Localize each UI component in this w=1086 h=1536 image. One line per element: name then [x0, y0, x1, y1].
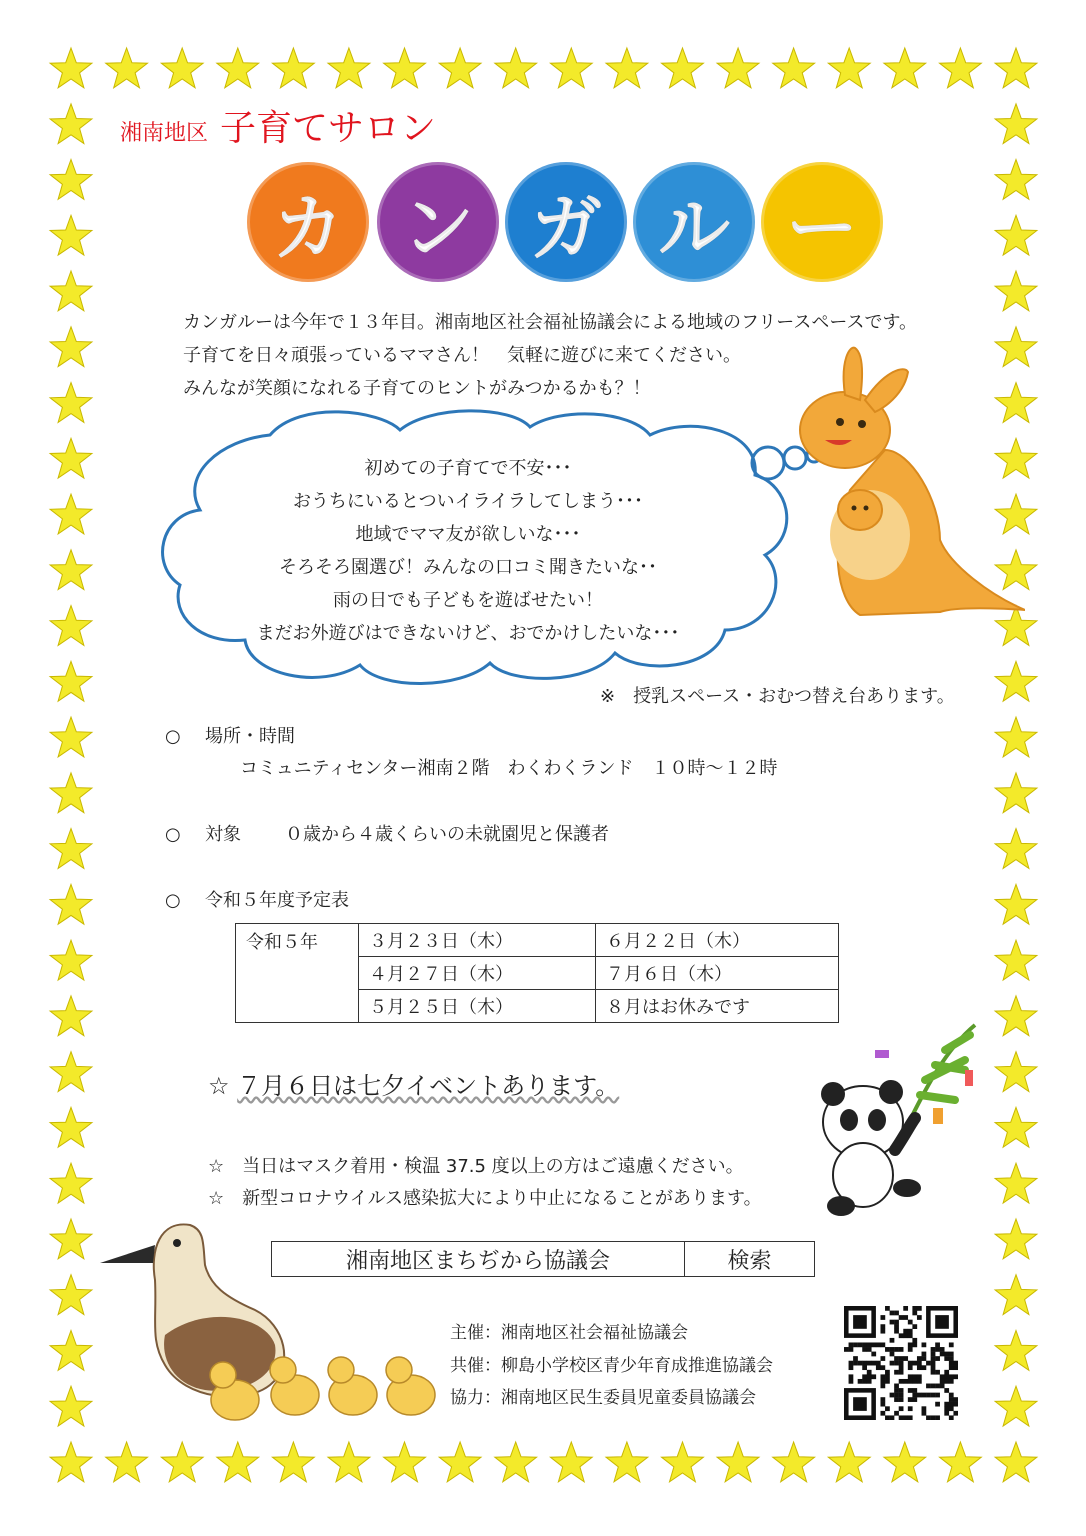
star-icon [50, 1219, 92, 1259]
star-icon [50, 773, 92, 813]
worry-line: 雨の日でも子どもを遊ばせたい！ [333, 590, 603, 611]
schedule-section [165, 886, 349, 912]
schedule-label: 令和５年度予定表 [205, 890, 349, 911]
star-icon [773, 48, 815, 88]
star-icon [161, 1442, 203, 1482]
table-cell: ６月２２日（木） [596, 924, 839, 957]
star-icon [995, 104, 1037, 144]
salon-name: 子育てサロン [220, 108, 437, 149]
star-icon [50, 1163, 92, 1203]
star-icon [995, 940, 1037, 980]
star-icon [50, 271, 92, 311]
event-text: ７月６日は七夕イベントあります。 [237, 1072, 620, 1100]
star-icon [884, 1442, 926, 1482]
star-icon [50, 661, 92, 701]
area-name: 湘南地区 [120, 121, 209, 146]
star-icon [773, 1442, 815, 1482]
star-icon [495, 48, 537, 88]
star-icon [328, 48, 370, 88]
star-icon [995, 271, 1037, 311]
target-value: ０歳から４歳くらいの未就園児と保護者 [285, 824, 609, 845]
star-icon [495, 1442, 537, 1482]
star-icon [106, 1442, 148, 1482]
target-section [165, 820, 609, 846]
star-icon [940, 48, 982, 88]
target-bullet: ○ [165, 824, 181, 845]
star-icon [50, 215, 92, 255]
star-icon [50, 1331, 92, 1371]
star-icon [50, 1107, 92, 1147]
star-icon [50, 717, 92, 757]
star-icon [439, 1442, 481, 1482]
star-icon [328, 1442, 370, 1482]
star-icon [662, 48, 704, 88]
star-mark-icon: ☆ [208, 1072, 230, 1100]
star-icon [50, 1275, 92, 1315]
star-icon [50, 438, 92, 478]
table-cell: ７月６日（木） [596, 957, 839, 990]
star-icon [995, 1052, 1037, 1092]
facility-note: ※ 授乳スペース・おむつ替え台あります。 [600, 686, 955, 707]
caution-text: 当日はマスク着用・検温 37.5 度以上の方はご遠慮ください。 [242, 1156, 744, 1177]
star-icon [50, 996, 92, 1036]
star-icon [550, 1442, 592, 1482]
location-section [165, 722, 295, 748]
star-icon [828, 48, 870, 88]
star-icon [995, 1386, 1037, 1426]
star-icon [50, 48, 92, 88]
kangaroo-illustration [790, 340, 1025, 630]
star-icon [995, 829, 1037, 869]
star-icon [995, 1163, 1037, 1203]
star-icon [606, 48, 648, 88]
star-icon [161, 48, 203, 88]
table-cell: ８月はお休みです [596, 990, 839, 1023]
organizer-line: 協力：湘南地区民生委員児童委員協議会 [450, 1388, 756, 1408]
star-icon [50, 383, 92, 423]
star-icon [439, 48, 481, 88]
star-icon [272, 1442, 314, 1482]
header-title [120, 100, 436, 151]
location-bullet: ○ [165, 726, 181, 747]
star-icon [50, 494, 92, 534]
star-icon [272, 48, 314, 88]
star-icon [995, 48, 1037, 88]
star-icon [995, 661, 1037, 701]
star-icon [217, 1442, 259, 1482]
qr-code-icon [844, 1306, 958, 1420]
worry-line: 地域でママ友が欲しいな･･･ [355, 524, 581, 545]
star-icon [995, 1107, 1037, 1147]
star-mark-icon: ☆ [208, 1156, 225, 1177]
schedule-table [235, 923, 839, 1023]
worry-line: まだお外遊びはできないけど、おでかけしたいな･･･ [256, 623, 680, 644]
star-icon [828, 1442, 870, 1482]
star-icon [717, 1442, 759, 1482]
star-icon [662, 1442, 704, 1482]
star-icon [50, 160, 92, 200]
worries-list [228, 452, 708, 650]
star-icon [50, 327, 92, 367]
star-icon [50, 550, 92, 590]
star-icon [217, 48, 259, 88]
star-icon [995, 1275, 1037, 1315]
star-icon [995, 215, 1037, 255]
star-icon [50, 884, 92, 924]
title-badge-2: ン [377, 162, 499, 282]
table-cell: ３月２３日（木） [359, 924, 596, 957]
star-icon [995, 773, 1037, 813]
location-value: コミュニティセンター湘南２階 わくわくランド １０時～１２時 [240, 758, 778, 779]
star-icon [940, 1442, 982, 1482]
organizer-line: 主催：湘南地区社会福祉協議会 [450, 1323, 688, 1343]
star-icon [50, 829, 92, 869]
star-icon [550, 48, 592, 88]
target-label: 対象 [205, 824, 241, 845]
table-cell: ５月２５日（木） [359, 990, 596, 1023]
panda-tanabata-illustration [815, 1010, 995, 1220]
star-icon [384, 1442, 426, 1482]
star-icon [50, 104, 92, 144]
star-icon [995, 1331, 1037, 1371]
star-icon [717, 48, 759, 88]
star-icon [995, 1442, 1037, 1482]
star-icon [995, 996, 1037, 1036]
star-mark-icon: ☆ [208, 1188, 225, 1209]
search-query: 湘南地区まちぢから協議会 [272, 1242, 685, 1276]
title-badge-3: ガ [505, 162, 627, 282]
star-icon [884, 48, 926, 88]
title-badge-1: カ [247, 162, 369, 282]
event-notice [208, 1066, 619, 1101]
location-label: 場所・時間 [205, 726, 295, 747]
star-icon [606, 1442, 648, 1482]
worry-line: そろそろ園選び！みんなの口コミ聞きたいな･･ [279, 557, 657, 578]
title-badge-5: ー [761, 162, 883, 282]
star-icon [995, 717, 1037, 757]
caution-line [208, 1152, 744, 1178]
intro-line: 子育てを日々頑張っているママさん！ 気軽に遊びに来てください。 [183, 345, 741, 366]
intro-line: カンガルーは今年で１３年目。湘南地区社会福祉協議会による地域のフリースペースです。 [183, 312, 918, 333]
schedule-bullet: ○ [165, 890, 181, 911]
intro-line: みんなが笑顔になれる子育てのヒントがみつかるかも？！ [183, 378, 651, 399]
star-icon [50, 1442, 92, 1482]
caution-text: 新型コロナウイルス感染拡大により中止になることがあります。 [242, 1188, 762, 1209]
year-cell: 令和５年 [236, 924, 359, 1023]
star-icon [50, 1052, 92, 1092]
table-row [236, 924, 839, 957]
star-icon [106, 48, 148, 88]
star-icon [50, 606, 92, 646]
worry-line: おうちにいるとついイライラしてしまう･･･ [292, 491, 644, 512]
organizer-line: 共催：柳島小学校区青少年育成推進協議会 [450, 1356, 773, 1376]
star-icon [995, 160, 1037, 200]
star-icon [995, 884, 1037, 924]
star-icon [50, 940, 92, 980]
star-icon [995, 1219, 1037, 1259]
table-cell: ４月２７日（木） [359, 957, 596, 990]
title-badge-4: ル [633, 162, 755, 282]
search-button[interactable]: 検索 [727, 1248, 772, 1274]
duck-family-illustration [95, 1205, 445, 1435]
star-icon [50, 1386, 92, 1426]
worry-line: 初めての子育てで不安･･･ [364, 458, 572, 479]
star-icon [384, 48, 426, 88]
